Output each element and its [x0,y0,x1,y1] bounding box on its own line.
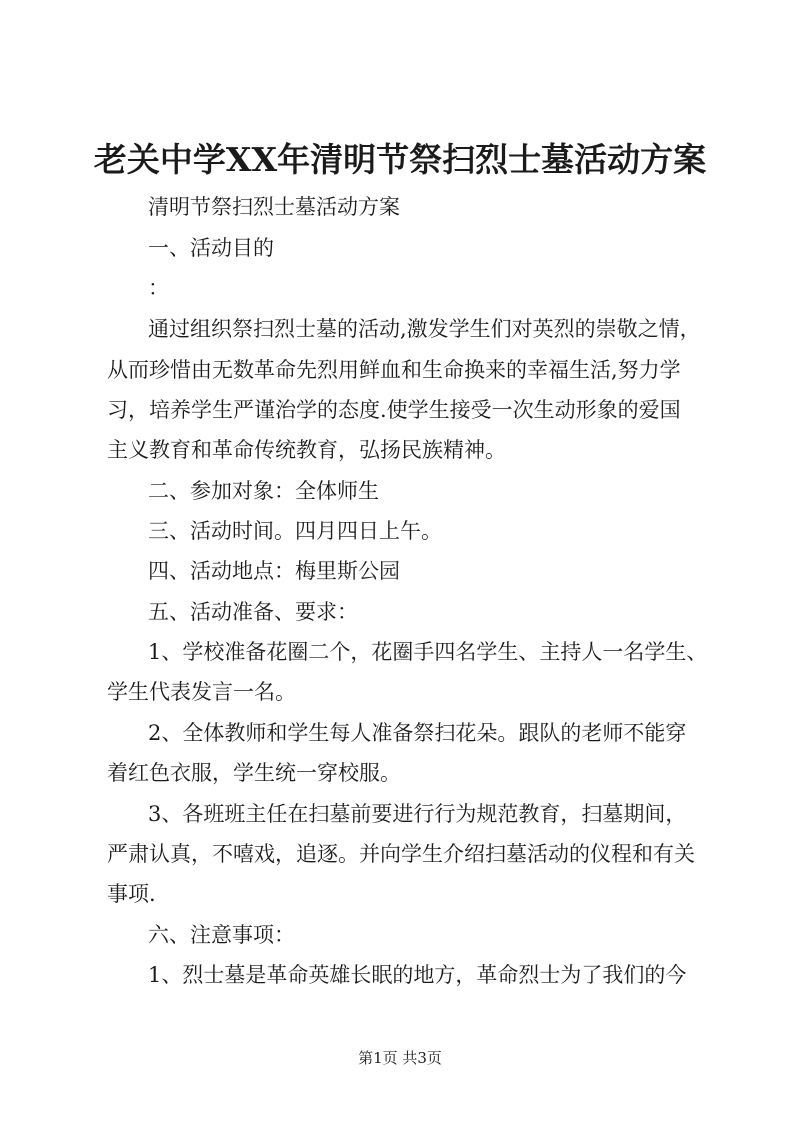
section-heading-notes: 六、注意事项： [148,923,295,947]
page-number-footer: 第1页 共3页 [358,1049,442,1067]
paragraph-line: 1、烈士墓是革命英雄长眠的地方，革命烈士为了我们的今 [148,963,687,987]
paragraph-line: 通过组织祭扫烈士墓的活动,激发学生们对英烈的崇敬之情， [148,317,701,341]
paragraph-line: 着红色衣服，学生统一穿校服。 [107,761,401,785]
paragraph-line: 学生代表发言一名。 [107,680,296,704]
paragraph-line: 事项. [107,882,156,906]
section-heading-purpose: 一、活动目的 [148,236,274,260]
paragraph-line: 3、各班班主任在扫墓前要进行行为规范教育，扫墓期间， [148,802,687,826]
paragraph-line: 严肃认真，不嘻戏，追逐。并向学生介绍扫墓活动的仪程和有关 [107,842,695,866]
section-heading-participants: 二、参加对象：全体师生 [148,479,379,503]
paragraph-line: 2、全体教师和学生每人准备祭扫花朵。跟队的老师不能穿 [148,721,687,745]
paragraph-line: 习，培养学生严谨治学的态度.使学生接受一次生动形象的爱国 [107,398,681,422]
paragraph-line: 从而珍惜由无数革命先烈用鲜血和生命换来的幸福生活,努力学 [107,358,681,382]
paragraph-line: ： [148,276,169,300]
paragraph-line: 主义教育和革命传统教育，弘扬民族精神。 [107,438,506,462]
section-heading-location: 四、活动地点：梅里斯公园 [148,559,400,583]
document-title: 老关中学XX年清明节祭扫烈士墓活动方案 [93,140,707,179]
paragraph-line: 1、学校准备花圈二个，花圈手四名学生、主持人一名学生、 [148,640,708,664]
subtitle-line: 清明节祭扫烈士墓活动方案 [148,195,400,219]
section-heading-preparation: 五、活动准备、要求： [148,600,358,624]
section-heading-time: 三、活动时间。四月四日上午。 [148,519,442,543]
